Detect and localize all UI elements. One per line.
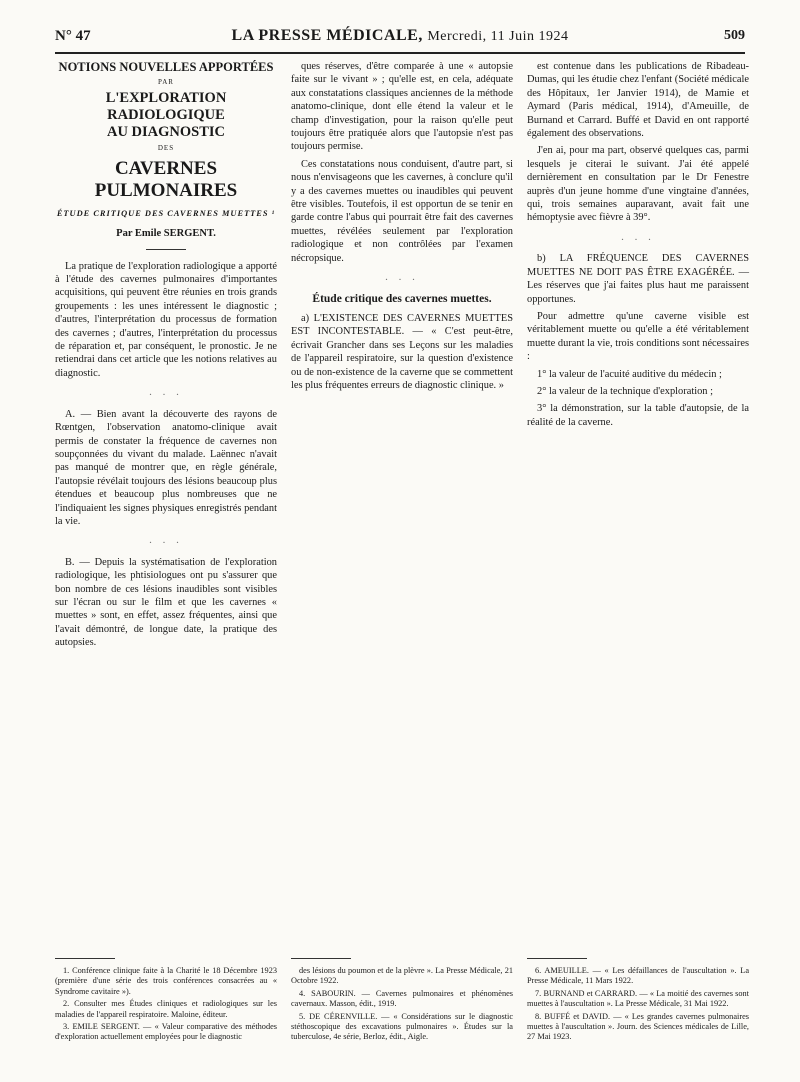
paragraph: La pratique de l'exploration radiologique a apporté à l'étude des cavernes pulmonaires d'importantes acquisitions, qui peuvent être réunies en trois grands groupements : les unes intéressent le diagnostic ; d'autres, l'interprétation du processus de formation des cavernes ; d'autres, l'interprétation du processus de réparation et, par conséquent, le pronostic. Je ne retiendrai dans cet article que les notions relatives au diagnostic. (55, 260, 277, 379)
footnotes-column-2 (291, 966, 513, 1045)
list-item: 3° la démonstration, sur la table d'autopsie, de la réalité de la caverne. (527, 403, 749, 428)
footnote: des lésions du poumon et de la plèvre ». La Presse Médicale, 21 Octobre 1922. (291, 966, 513, 986)
article-title-line1: L'EXPLORATION RADIOLOGIQUE (105, 90, 227, 124)
article-subtitle: ÉTUDE CRITIQUE DES CAVERNES MUETTES ¹ (56, 208, 276, 218)
masthead (55, 24, 745, 54)
footnote: 4. SABOURIN. — Cavernes pulmonaires et phénomènes cavernaux. Masson, édit., 1919. (291, 988, 513, 1009)
article-kicker: NOTIONS NOUVELLES APPORTÉES (58, 60, 274, 74)
article-title-block (55, 60, 277, 250)
footnote-rule (55, 958, 115, 959)
footnote-rule (291, 958, 351, 959)
footnotes-column-3 (527, 966, 749, 1045)
list-item: 1° la valeur de l'acuité auditive du médecin ; (537, 368, 722, 380)
title-separator (146, 249, 186, 250)
paragraph: Pour admettre qu'une caverne visible est véritablement muette ou qu'elle a été véritablement muette durant la vie, trois conditions sont nécessaires : (527, 310, 749, 363)
omitted-text-marker: . . . (385, 271, 419, 284)
footnote: 1. Conférence clinique faite à la Charité le 18 Décembre 1923 (première d'une série des trois conférences consacrées au « Syndrome cavitaire »). (55, 966, 277, 996)
footnote: 7. BURNAND et CARRARD. — « La moitié des cavernes sont muettes à l'auscultation ». La Presse Médicale, 31 Mai 1922. (527, 988, 749, 1009)
section-heading: Étude critique des cavernes muettes. (312, 292, 492, 305)
paragraph: a) L'EXISTENCE DES CAVERNES MUETTES EST INCONTESTABLE. — « C'est peut-être, écrivait Grancher dans ses Leçons sur les maladies de l'appareil respiratoire, sur la question d'existence ou de non-existence de la caverne que se commettent les plus fréquentes erreurs de diagnostic clinique. » (291, 312, 513, 391)
paragraph: B. — Depuis la systématisation de l'exploration radiologique, les phtisiologues ont pu s'assurer que bon nombre de ces lésions inaudibles sont visibles sur l'écran ou sur le film et que les cavernes « muettes » sont, en effet, assez fréquentes, ainsi que l'avait démontré, de longue date, la pratique des autopsies. (55, 556, 277, 649)
title-connector-des: DES (157, 144, 175, 153)
paragraph: J'en ai, pour ma part, observé quelques cas, parmi lesquels je citerai le suivant. J'ai été appelé dernièrement en consultation par le Dr Fenestre auprès d'un jeune homme d'une vingtaine d'années, qui, trois semaines auparavant, avait fait une hémoptysie avec fièvre à 39°. (527, 145, 749, 224)
issue-date: Mercredi, 11 Juin 1924 (427, 29, 569, 44)
column-2 (291, 60, 513, 396)
issue-number: N° 47 (55, 28, 91, 44)
column-3 (527, 60, 749, 433)
paragraph: est contenue dans les publications de Ribadeau-Dumas, qui les étudie chez l'enfant (Société médicale des Hôpitaux, 1er Janvier 1914), de Mamie et Aymard (Paris médical, 1914), d'Ameuille, de Burnand et Carrard. Buffé et David en ont rapporté également des observations. (527, 61, 749, 140)
paragraph: ques réserves, d'être comparée à une « autopsie faite sur le vivant » ; qu'elle est, en cela, adéquate aux constatations classiques anciennes de la méthode anatomo-clinique, dont elle étend la valeur et le champ d'investigation, pour la raison qu'elle peut toujours être pratiquée alors que l'autopsie n'est pas toujours permise. (291, 61, 513, 153)
section-b-heading: b) LA FRÉQUENCE DES CAVERNES MUETTES NE DOIT PAS ÊTRE EXAGÉRÉE. — Les réserves que j'ai faites plus haut me paraissent opportunes. (527, 253, 749, 305)
list-item: 2° la valeur de la technique d'exploration ; (537, 385, 713, 397)
omitted-text-marker: . . . (621, 230, 655, 243)
footnotes-column-1 (55, 966, 277, 1045)
page-number: 509 (724, 28, 745, 43)
paragraph: Ces constatations nous conduisent, d'autre part, si nous n'envisageons que les cavernes, à conclure qu'il y a des cavernes muettes ou inaudibles qui peuvent être visibles. Toutefois, il est opportun de se tenir en garde contre l'abus qui pourrait être fait des cavernes muettes, révélées seulement par l'exploration radiologique et non contrôlées par l'examen nécropsique. (291, 158, 513, 264)
footnote-rule (527, 958, 587, 959)
footnote: 6. AMEUILLE. — « Les défaillances de l'auscultation ». La Presse Médicale, 11 Mars 1922. (527, 966, 749, 986)
journal-name: LA PRESSE MÉDICALE, (231, 27, 423, 44)
journal-header (55, 27, 745, 45)
title-connector-par: PAR (158, 78, 174, 86)
article-title-line2: AU DIAGNOSTIC (106, 124, 226, 141)
article-title-main: CAVERNES PULMONAIRES (94, 157, 238, 201)
omitted-text-marker: . . . (149, 534, 183, 547)
footnote: 8. BUFFÉ et DAVID. — « Les grandes cavernes pulmonaires muettes à l'auscultation ». Journ. des Sciences médicales de Lille, 27 Mai 1923. (527, 1011, 749, 1042)
footnote: 2. Consulter mes Études cliniques et radiologiques sur les maladies de l'appareil respiratoire. Maloine, éditeur. (55, 999, 277, 1019)
column-1 (55, 60, 277, 654)
article-author: Par Emile SERGENT. (116, 228, 216, 240)
omitted-text-marker: . . . (149, 386, 183, 399)
paragraph: A. — Bien avant la découverte des rayons de Rœntgen, l'observation anatomo-clinique avait permis de constater la fréquence de cavernes non soupçonnées du vivant du malade. Laënnec n'avait pas manqué de montrer que, en règle générale, l'autopsie révélait toujours des lésions beaucoup plus étendues et beaucoup plus nombreuses que ne l'indiquaient les signes physiques enregistrés pendant la vie. (55, 408, 277, 527)
footnote: 5. DE CÉRENVILLE. — « Considérations sur le diagnostic stéthoscopique des excavations pulmonaires ». Études sur la tuberculose, 4e série, Berloz, édit., Aigle. (291, 1011, 513, 1042)
footnote: 3. EMILE SERGENT. — « Valeur comparative des méthodes d'exploration actuellement employées pour le diagnostic (55, 1022, 277, 1042)
